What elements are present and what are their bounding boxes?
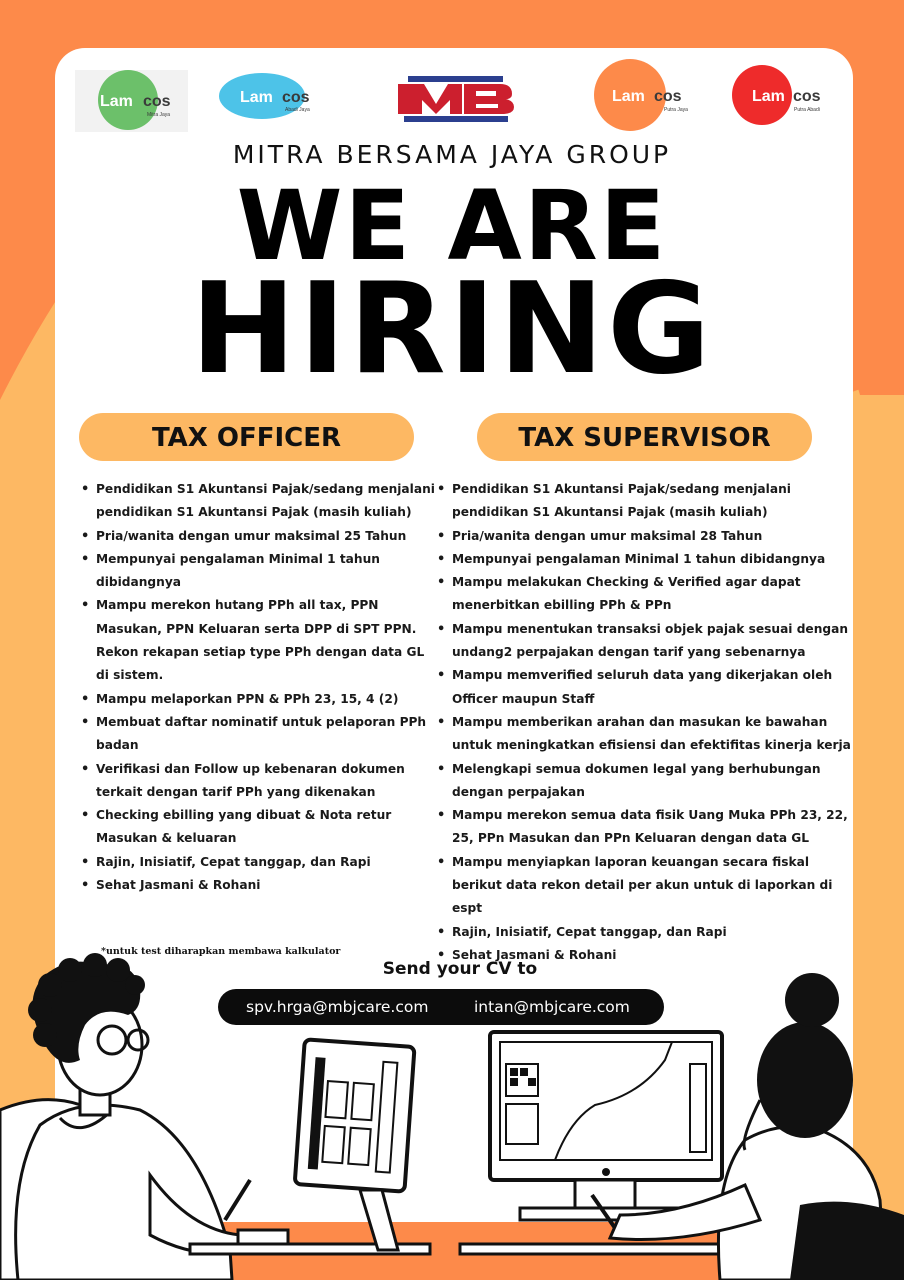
requirement-item: • Mampu melaporkan PPN & PPh 23, 15, 4 (2)	[96, 688, 436, 711]
email-link-hrga[interactable]: spv.hrga@mbjcare.com	[246, 998, 429, 1016]
svg-text:Mitra Jaya: Mitra Jaya	[147, 112, 171, 118]
svg-text:Putra Abadi: Putra Abadi	[794, 107, 820, 113]
requirement-item: • Checking ebilling yang dibuat & Nota retur Masukan & keluaran	[96, 804, 436, 851]
requirement-item: • Rajin, Inisiatif, Cepat tanggap, dan Rapi	[96, 851, 436, 874]
requirement-item: • Membuat daftar nominatif untuk pelaporan PPh badan	[96, 711, 436, 758]
lamcos-abadi-jaya-logo	[219, 73, 310, 119]
company-name: MITRA BERSAMA JAYA GROUP	[232, 140, 672, 169]
email-link-intan[interactable]: intan@mbjcare.com	[474, 998, 630, 1016]
svg-text:Abadi Jaya: Abadi Jaya	[285, 107, 310, 113]
headline-hiring: HIRING	[190, 255, 714, 402]
requirement-item: • Melengkapi semua dokumen legal yang berhubungan dengan perpajakan	[452, 758, 852, 805]
svg-text:cos: cos	[654, 88, 682, 105]
requirement-item: • Mampu melakukan Checking & Verified agar dapat menerbitkan ebilling PPh & PPn	[452, 571, 852, 618]
requirement-item: • Sehat Jasmani & Rohani	[96, 874, 436, 897]
requirement-item: • Sehat Jasmani & Rohani	[452, 944, 852, 967]
lamcos-putra-abadi-logo	[732, 65, 821, 125]
svg-text:Lam: Lam	[612, 88, 645, 105]
requirement-item: • Mampu memberikan arahan dan masukan ke bawahan untuk meningkatkan efisiensi dan efektifitas kinerja kerja	[452, 711, 852, 758]
requirement-item: • Mampu merekon hutang PPh all tax, PPN Masukan, PPN Keluaran serta DPP di SPT PPN. Rekon rekapan setiap type PPh dengan data GL di sistem.	[96, 594, 436, 687]
svg-text:Lam: Lam	[100, 93, 133, 110]
requirement-item: • Pendidikan S1 Akuntansi Pajak/sedang menjalani pendidikan S1 Akuntansi Pajak (masih kuliah)	[452, 478, 852, 525]
svg-text:cos: cos	[282, 89, 310, 106]
requirement-item: • Mampu merekon semua data fisik Uang Muka PPh 23, 22, 25, PPn Masukan dan PPn Keluaran dengan data GL	[452, 804, 852, 851]
tax-officer-requirements	[80, 478, 436, 897]
lamcos-mitra-jaya-logo	[75, 70, 188, 132]
send-cv-heading: Send your CV to	[382, 959, 538, 979]
requirement-item: • Mampu menyiapkan laporan keuangan secara fiskal berikut data rekon detail per akun untuk di laporkan di espt	[452, 851, 852, 921]
mb-logo	[398, 72, 514, 124]
svg-text:Lam: Lam	[240, 89, 273, 106]
requirement-item: • Pria/wanita dengan umur maksimal 28 Tahun	[452, 525, 852, 548]
requirement-item: • Mampu memverified seluruh data yang dikerjakan oleh Officer maupun Staff	[452, 664, 852, 711]
requirement-item: • Pria/wanita dengan umur maksimal 25 Tahun	[96, 525, 436, 548]
calculator-note: *untuk test diharapkan membawa kalkulator	[101, 946, 341, 957]
requirement-item: • Verifikasi dan Follow up kebenaran dokumen terkait dengan tarif PPh yang dikenakan	[96, 758, 436, 805]
requirement-item: • Rajin, Inisiatif, Cepat tanggap, dan Rapi	[452, 921, 852, 944]
svg-text:cos: cos	[793, 88, 821, 105]
requirement-item: • Mampu menentukan transaksi objek pajak sesuai dengan undang2 perpajakan dengan tarif yang sebenarnya	[452, 618, 852, 665]
headline-we-are: WE ARE	[236, 170, 668, 282]
requirement-item: • Pendidikan S1 Akuntansi Pajak/sedang menjalani pendidikan S1 Akuntansi Pajak (masih kuliah)	[96, 478, 436, 525]
svg-text:cos: cos	[143, 93, 171, 110]
svg-text:Lam: Lam	[752, 88, 785, 105]
position-title-tax-supervisor: TAX SUPERVISOR	[477, 413, 812, 461]
lamcos-putra-jaya-logo	[594, 59, 688, 131]
requirement-item: • Mempunyai pengalaman Minimal 1 tahun dibidangnya	[96, 548, 436, 595]
requirement-item: • Mempunyai pengalaman Minimal 1 tahun dibidangnya	[452, 548, 852, 571]
svg-text:Putra Jaya: Putra Jaya	[664, 107, 688, 113]
email-bar	[218, 989, 664, 1025]
tax-supervisor-requirements	[436, 478, 852, 967]
position-title-tax-officer: TAX OFFICER	[79, 413, 414, 461]
logo-row	[0, 0, 904, 140]
